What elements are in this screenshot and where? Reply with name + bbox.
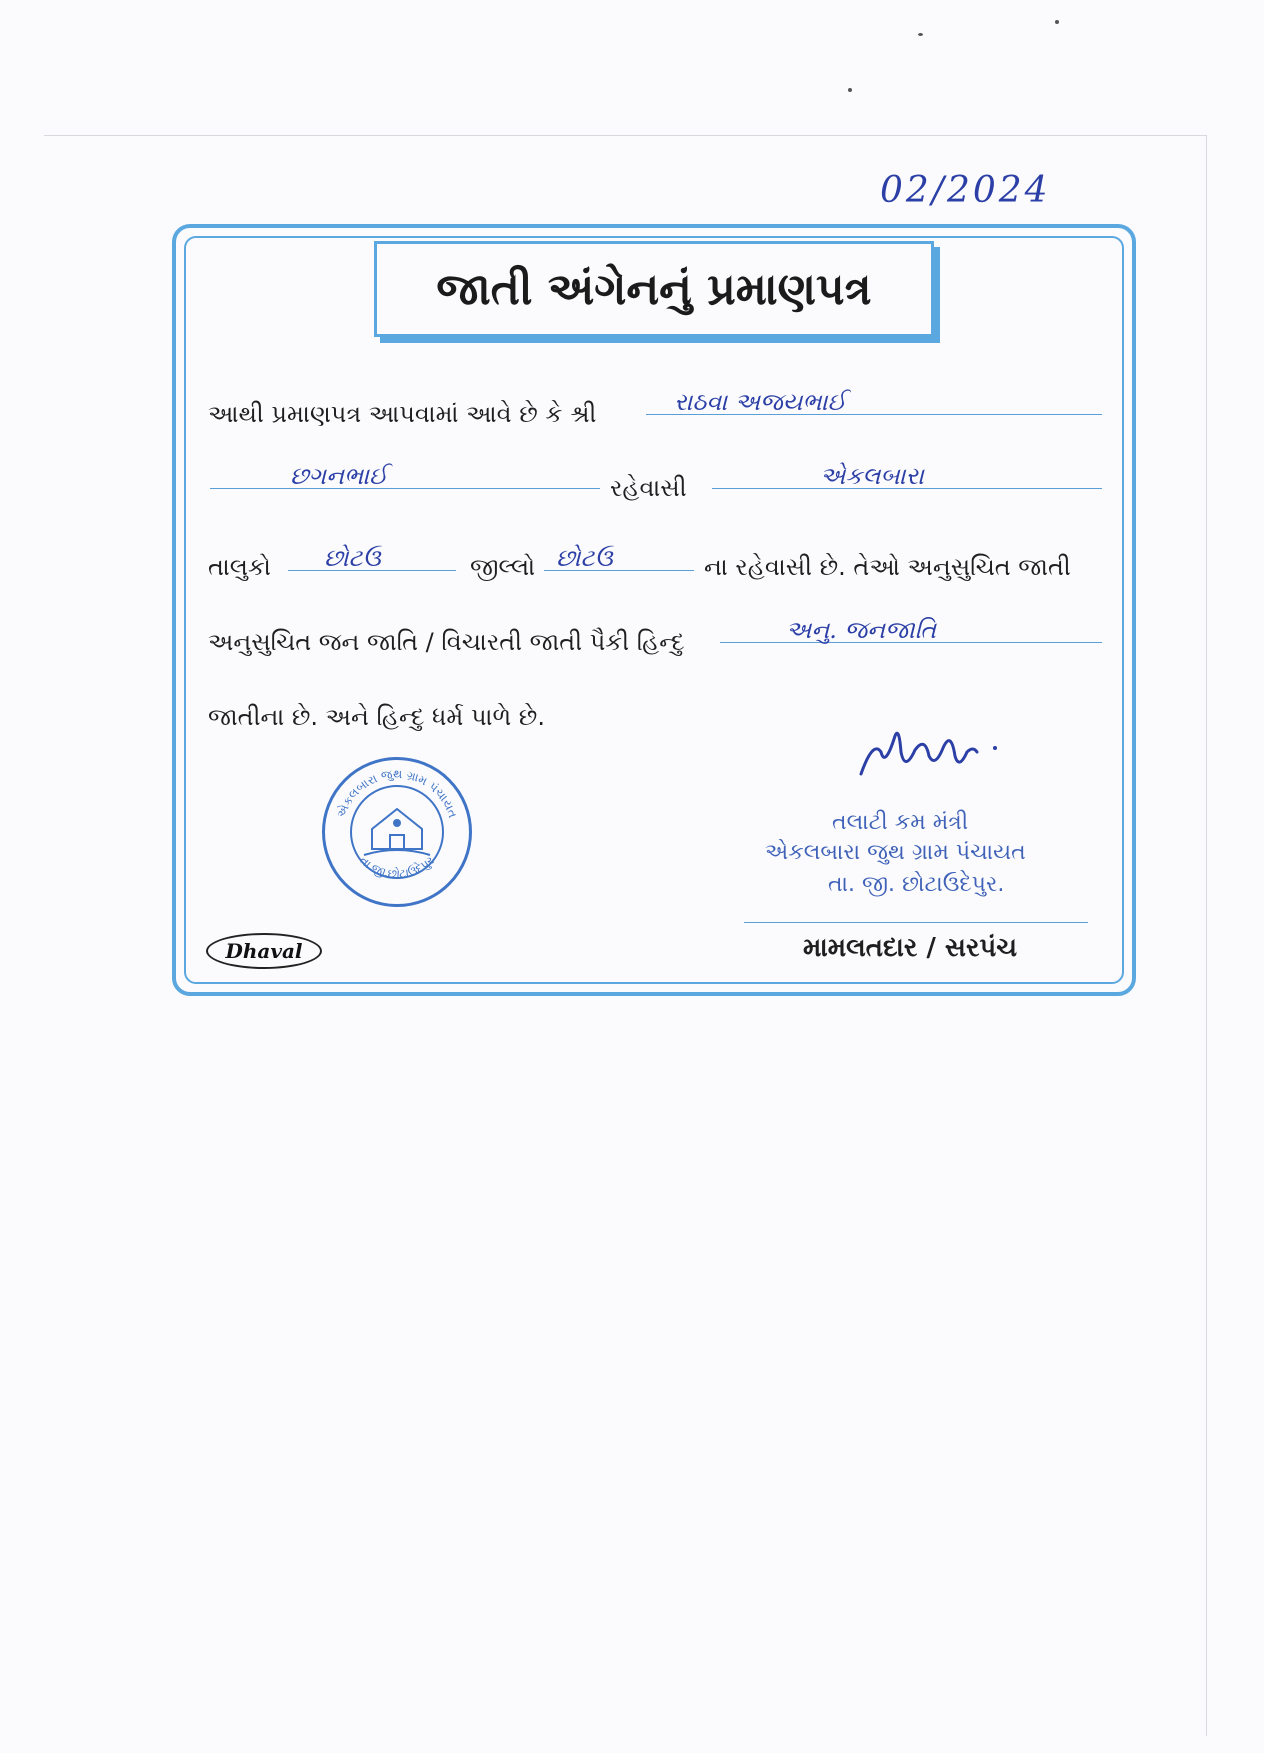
title-box (374, 241, 934, 337)
reference-number: 02/2024 (880, 170, 1051, 211)
taluka-value: છોટઉ (324, 544, 381, 572)
father-fill-line (210, 448, 600, 489)
signature-icon (855, 712, 1015, 792)
seal-emblem (350, 785, 444, 882)
name-value: રાઠવા અજયભાઈ (674, 388, 847, 416)
officer-label: મામલતદાર / સરપંચ (803, 933, 1018, 963)
signature-rule (744, 922, 1088, 923)
line4-label: અનુસુચિત જન જાતિ / વિચારતી જાતી પૈકી હિન્દુ (208, 628, 685, 656)
paper-speck (918, 33, 923, 36)
residence-label: રહેવાસી (610, 474, 687, 502)
signatory-designation: તલાટી કમ મંત્રી (832, 810, 969, 835)
signatory-address: તા. જી. છોટાઉદેપુર. (828, 872, 1005, 897)
certificate-title: જાતી અંગેનનું પ્રમાણપત્ર (436, 263, 872, 315)
line1-label: આથી પ્રમાણપત્ર આપવામાં આવે છે કે શ્રી (208, 400, 597, 428)
district-value: છોટઉ (556, 544, 613, 572)
line3-rest: ના રહેવાસી છે. તેઓ અનુસુચિત જાતી (704, 553, 1071, 581)
district-label: જીલ્લો (470, 553, 536, 581)
temple-emblem-icon (352, 787, 442, 877)
brand-logo (206, 933, 322, 969)
seal-top-text: એકલબારા જુથ ગ્રામ પંચાયત (334, 766, 460, 820)
brand-name: Dhaval (225, 939, 303, 963)
line5-text: જાતીના છે. અને હિન્દુ ધર્મ પાળે છે. (208, 703, 545, 731)
taluka-label: તાલુકો (208, 553, 271, 581)
paper-speck (848, 88, 852, 92)
father-name-value: છગનભાઈ (290, 462, 388, 490)
paper-speck (1055, 20, 1059, 24)
seal-bottom-text: તા.જી.છોટાઉદેપુર (356, 853, 438, 882)
residence-value: એકલબારા (820, 462, 924, 490)
caste-value: અનુ. જનજાતિ (786, 616, 937, 644)
signatory-office: એકલબારા જુથ ગ્રામ પંચાયત (765, 840, 1026, 865)
